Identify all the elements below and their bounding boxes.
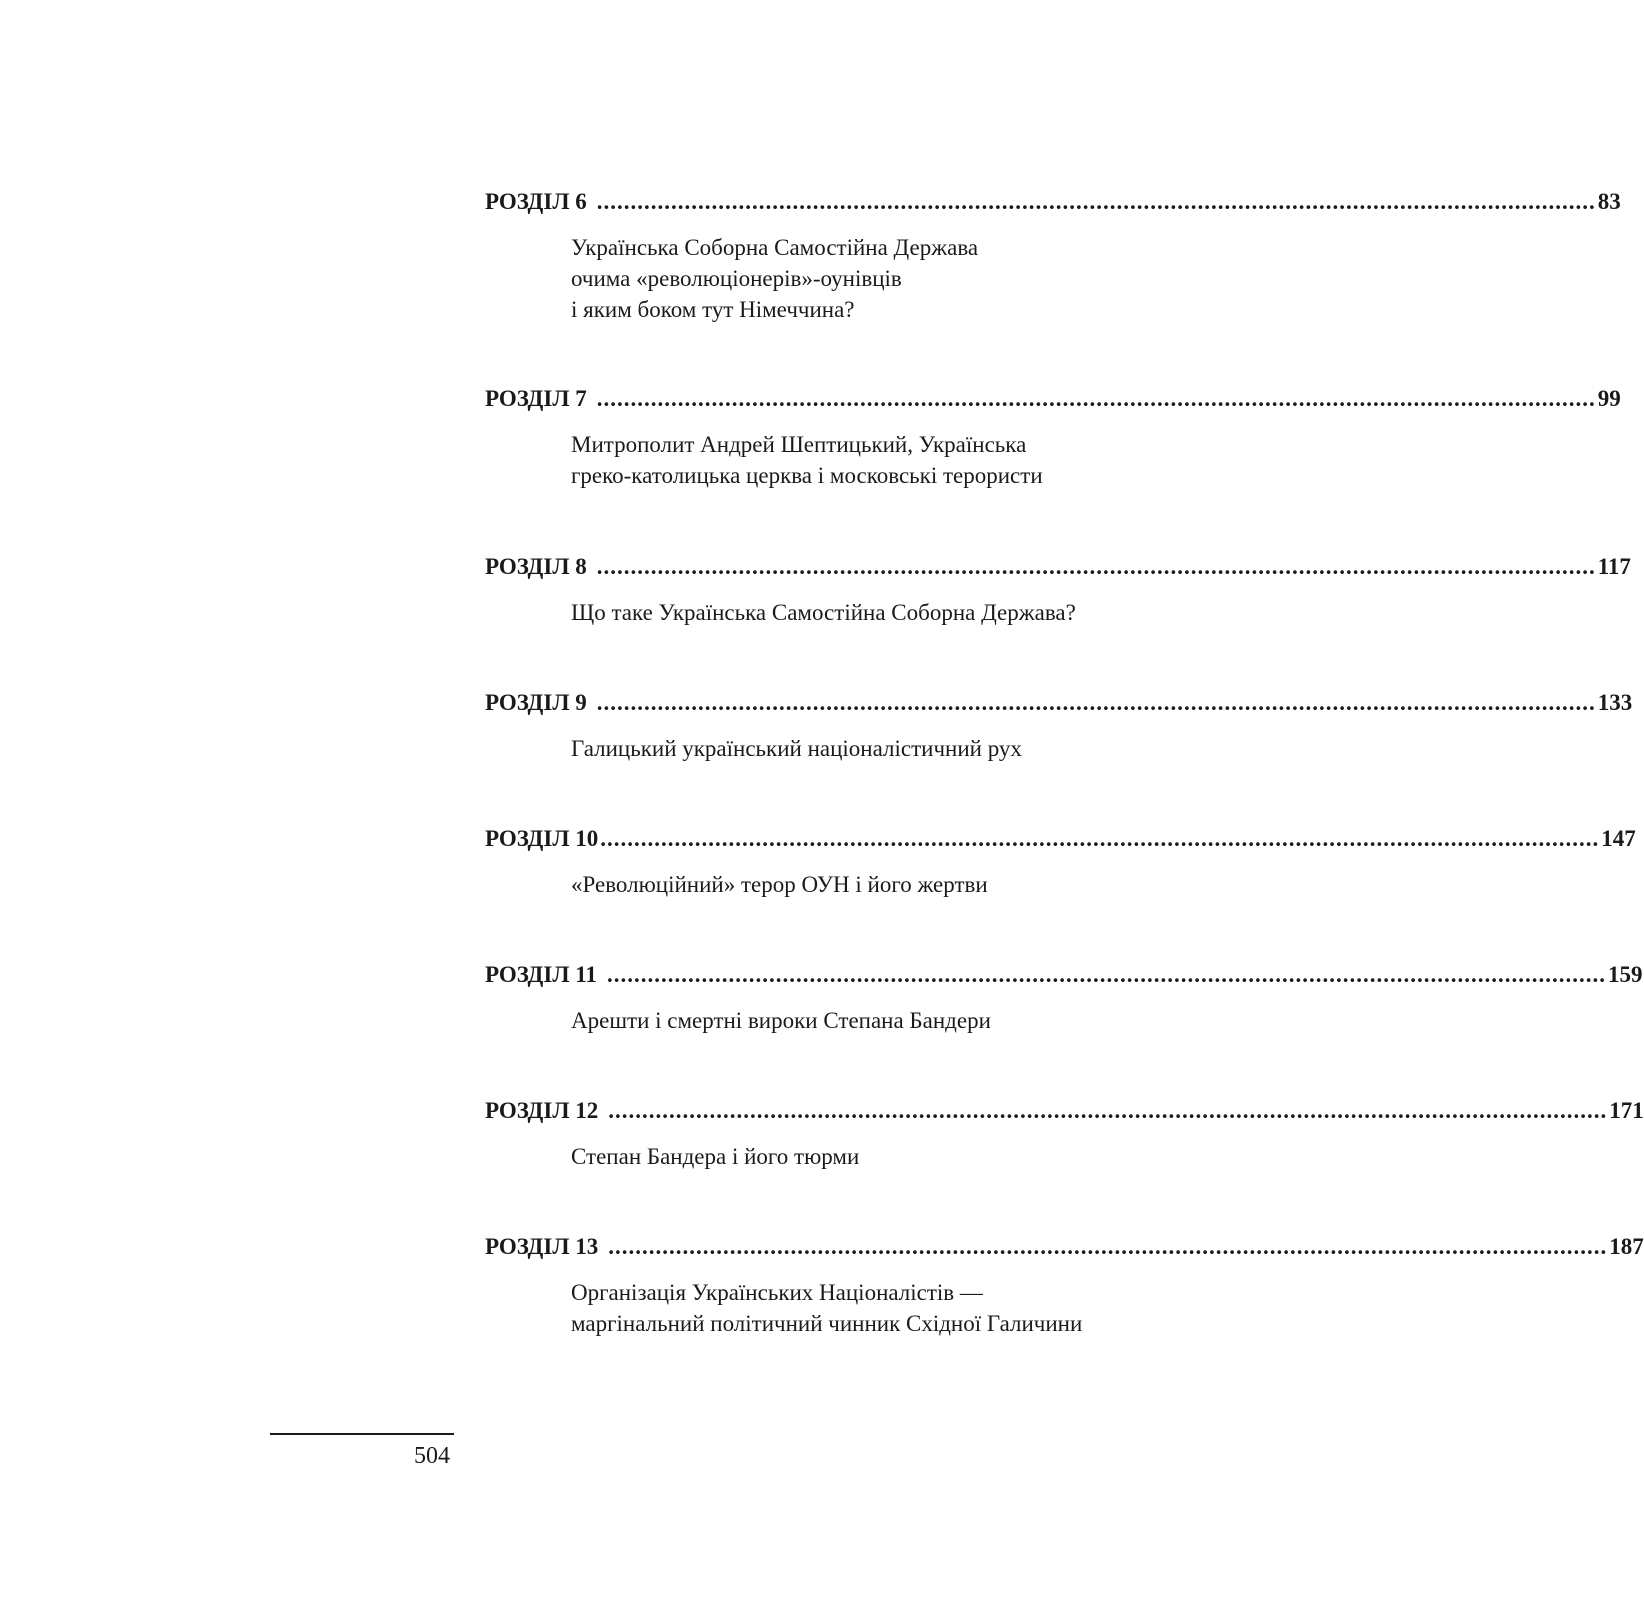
chapter-title bbox=[571, 429, 1180, 491]
toc-heading-row bbox=[485, 961, 1643, 989]
chapter-page-number: 187 bbox=[1609, 1234, 1644, 1259]
chapter-title bbox=[571, 1277, 1180, 1339]
toc-heading-row bbox=[485, 1097, 1644, 1125]
chapter-page-number: 147 bbox=[1601, 826, 1636, 851]
chapter-title-line: Організація Українських Націоналістів — bbox=[571, 1280, 983, 1305]
chapter-label: РОЗДІЛ 12 bbox=[485, 1098, 599, 1123]
chapter-label: РОЗДІЛ 9 bbox=[485, 690, 587, 715]
chapter-title-line: Українська Соборна Самостійна Держава bbox=[571, 235, 979, 260]
chapter-page-number: 159 bbox=[1607, 962, 1643, 987]
chapter-title bbox=[571, 869, 1180, 900]
chapter-title bbox=[571, 597, 1180, 628]
chapter-title-line: Степан Бандера і його тюрми bbox=[571, 1144, 860, 1169]
chapter-title-line: «Революційний» терор ОУН і його жертви bbox=[571, 872, 988, 897]
chapter-page-number: 117 bbox=[1597, 554, 1631, 579]
toc-entry-chapter-11 bbox=[485, 961, 1643, 1036]
toc-entry-chapter-7 bbox=[485, 385, 1621, 491]
toc-entry-chapter-8 bbox=[485, 553, 1631, 628]
toc-heading-row bbox=[485, 689, 1633, 717]
footer-rule bbox=[270, 1433, 454, 1435]
chapter-label: РОЗДІЛ 8 bbox=[485, 554, 587, 579]
toc-entry-chapter-12 bbox=[485, 1097, 1644, 1172]
chapter-title-line: Що таке Українська Самостійна Соборна Держава? bbox=[571, 600, 1076, 625]
dot-leader: .................................................................................................................................................... bbox=[600, 826, 1600, 851]
chapter-label: РОЗДІЛ 6 bbox=[485, 189, 587, 214]
chapter-page-number: 133 bbox=[1597, 690, 1633, 715]
chapter-label: РОЗДІЛ 7 bbox=[485, 386, 587, 411]
chapter-page-number: 99 bbox=[1597, 386, 1621, 411]
dot-leader: .................................................................................................................................................... bbox=[596, 554, 1596, 579]
dot-leader: .................................................................................................................................................... bbox=[608, 1234, 1608, 1259]
dot-leader: .................................................................................................................................................... bbox=[608, 1098, 1608, 1123]
toc-entry-chapter-6 bbox=[485, 188, 1621, 325]
dot-leader: .................................................................................................................................................... bbox=[596, 690, 1596, 715]
chapter-title-line: Митрополит Андрей Шептицький, Українська bbox=[571, 432, 1027, 457]
toc-heading-row bbox=[485, 1233, 1644, 1261]
dot-leader: .................................................................................................................................................... bbox=[606, 962, 1606, 987]
chapter-title bbox=[571, 1005, 1180, 1036]
chapter-page-number: 83 bbox=[1597, 189, 1621, 214]
toc-entry-chapter-13 bbox=[485, 1233, 1644, 1339]
chapter-title bbox=[571, 1141, 1180, 1172]
page-number: 504 bbox=[414, 1443, 450, 1469]
chapter-page-number: 171 bbox=[1609, 1098, 1644, 1123]
toc-entry-chapter-9 bbox=[485, 689, 1633, 764]
toc-heading-row bbox=[485, 385, 1621, 413]
toc-heading-row bbox=[485, 825, 1636, 853]
chapter-title-line: Арешти і смертні вироки Степана Бандери bbox=[571, 1008, 991, 1033]
chapter-title bbox=[571, 232, 1180, 325]
chapter-label: РОЗДІЛ 10 bbox=[485, 826, 599, 851]
chapter-title-line: і яким боком тут Німеччина? bbox=[571, 297, 855, 322]
dot-leader: .................................................................................................................................................... bbox=[596, 386, 1596, 411]
toc-heading-row bbox=[485, 188, 1621, 216]
chapter-title-line: греко-католицька церква і московські терористи bbox=[571, 463, 1043, 488]
toc-entry-chapter-10 bbox=[485, 825, 1636, 900]
toc-heading-row bbox=[485, 553, 1631, 581]
chapter-label: РОЗДІЛ 11 bbox=[485, 962, 597, 987]
chapter-title-line: очима «революціонерів»-оунівців bbox=[571, 266, 902, 291]
chapter-title-line: Галицький український націоналістичний рух bbox=[571, 736, 1022, 761]
chapter-title bbox=[571, 733, 1180, 764]
chapter-label: РОЗДІЛ 13 bbox=[485, 1234, 599, 1259]
dot-leader: .................................................................................................................................................... bbox=[596, 189, 1596, 214]
chapter-title-line: маргінальний політичний чинник Східної Галичини bbox=[571, 1311, 1083, 1336]
